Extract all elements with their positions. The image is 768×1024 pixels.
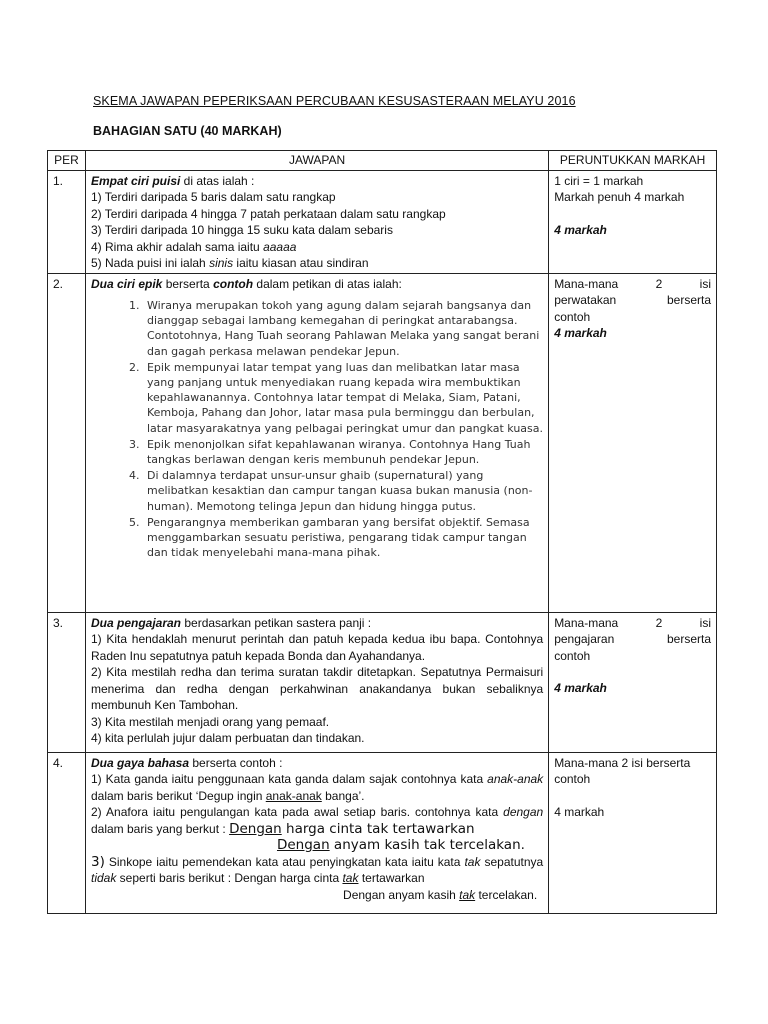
answer-item: 3) Sinkope iaitu pemendekan kata atau penyingkatan kata iaitu kata tak sepatutnya tidak seperti baris berikut : Dengan harga cinta tak tertawarkan xyxy=(90,853,544,885)
mark-total: 4 markah xyxy=(554,326,607,340)
question-number: 1. xyxy=(48,170,86,273)
list-item: 1. Wiranya merupakan tokoh yang agung dalam sejarah bangsanya dan dianggap sebagai lambang kemegahan di peringkat antarabangsa. Contotohnya, Hang Tuah seorang Pahlawan Melaka yang sangat berani dan gagah perkasa melawan pendekar Jepun. xyxy=(143,298,543,359)
answer-item: 1) Terdiri daripada 5 baris dalam satu rangkap xyxy=(90,190,336,204)
question-number: 3. xyxy=(48,612,86,752)
list-item: 2. Epik mempunyai latar tempat yang luas dan melibatkan latar masa yang panjang untuk menyediakan ruang kepada wira membuktikan kepahlawanannya. Contohnya latar tempat di Melaka, Siam, Patani, Kemboja, Pahang dan Johor, latar masa pula berminggu dan berbulan, latar masyarakatnya yang pelbagai peringkat umur dan pangkat kuasa. xyxy=(143,360,543,436)
answer-intro: Empat ciri puisi di atas ialah : xyxy=(90,173,255,188)
mark-total: 4 markah xyxy=(554,681,607,695)
answer-item: 1) Kita hendaklah menurut perintah dan patuh kepada kedua ibu bapa. Contohnya Raden Inu sepatutnya patuh kepada Bonda dan Ayahandanya. xyxy=(90,632,544,663)
question-number: 2. xyxy=(48,273,86,612)
answer-intro: Dua ciri epik berserta contoh dalam petikan di atas ialah: xyxy=(90,276,402,291)
table-header-row xyxy=(48,151,717,171)
answer-cell xyxy=(85,273,548,612)
mark-cell: 1 ciri = 1 markah Markah penuh 4 markah 4 markah xyxy=(549,170,717,273)
answer-intro: Dua pengajaran berdasarkan petikan sastera panji : xyxy=(90,615,372,630)
list-item: 3. Epik menonjolkan sifat kepahlawanan wiranya. Contohnya Hang Tuah tangkas berlawan dengan keris membunuh pendekar Jepun. xyxy=(143,437,543,467)
answer-item: 4) kita perlulah jujur dalam perbuatan dan tindakan. xyxy=(90,731,365,745)
answer-cell xyxy=(85,170,548,273)
answer-item: 1) Kata ganda iaitu penggunaan kata ganda dalam sajak contohnya kata anak-anak dalam baris berikut ‘Degup ingin anak-anak banga’. xyxy=(90,772,544,803)
answer-item-line: Dengan anyam kasih tak tercelakan. xyxy=(343,887,538,902)
list-item: 4. Di dalamnya terdapat unsur-unsur ghaib (supernatural) yang melibatkan kesaktian dan campur tangan kuasa bukan manusia (non-human). Memotong telinga Jepun dan hidung hingga putus. xyxy=(143,468,543,514)
epik-list xyxy=(91,298,543,560)
question-number: 4. xyxy=(48,752,86,913)
section-title: BAHAGIAN SATU (40 MARKAH) xyxy=(93,124,282,138)
table-row-q2 xyxy=(48,273,717,612)
table-row-q4 xyxy=(48,752,717,913)
answer-scheme-table xyxy=(47,150,717,914)
answer-item: 5) Nada puisi ini ialah sinis iaitu kiasan atau sindiran xyxy=(90,256,369,270)
document-title: SKEMA JAWAPAN PEPERIKSAAN PERCUBAAN KESUSASTERAAN MELAYU 2016 xyxy=(93,94,576,108)
answer-cell xyxy=(85,752,548,913)
table-row-q3 xyxy=(48,612,717,752)
answer-intro: Dua gaya bahasa berserta contoh : xyxy=(90,755,283,770)
answer-item-line: Dengan anyam kasih tak tercelakan. xyxy=(276,837,525,853)
answer-item: 2) Kita mestilah redha dan terima suratan takdir ditetapkan. Sepatutnya Permaisuri menerima dan redha dengan perkahwinan anakandanya bukan sebaliknya membunuh Ken Tambohan. xyxy=(90,665,544,712)
header-markah: PERUNTUKKAN MARKAH xyxy=(549,151,717,171)
answer-item: 2) Anafora iaitu pengulangan kata pada awal setiap baris. contohnya kata dengan dalam baris yang berkut : Dengan harga cinta tak tertawarkan xyxy=(90,805,544,837)
table-row-q1 xyxy=(48,170,717,273)
header-jawapan: JAWAPAN xyxy=(85,151,548,171)
header-per: PER xyxy=(48,151,86,171)
answer-item: 3) Terdiri daripada 10 hingga 15 suku kata dalam sebaris xyxy=(90,223,393,237)
answer-item: 4) Rima akhir adalah sama iaitu aaaaa xyxy=(90,239,297,254)
answer-item: 2) Terdiri daripada 4 hingga 7 patah perkataan dalam satu rangkap xyxy=(90,206,446,221)
mark-total: 4 markah xyxy=(554,222,607,237)
mark-cell: Mana-mana 2 isi berserta contoh 4 markah xyxy=(549,752,717,913)
mark-cell: Mana-mana 2 isi pengajaran berserta contoh 4 markah xyxy=(549,612,717,752)
mark-total: 4 markah xyxy=(554,804,605,819)
answer-cell xyxy=(85,612,548,752)
mark-cell: Mana-mana 2 isi perwatakan berserta contoh 4 markah xyxy=(549,273,717,612)
answer-item: 3) Kita mestilah menjadi orang yang pemaaf. xyxy=(90,714,330,729)
list-item: 5. Pengarangnya memberikan gambaran yang bersifat objektif. Semasa menggambarkan sesuatu peristiwa, pengarang tidak campur tangan dan tidak menyelebahi mana-mana pihak. xyxy=(143,515,543,561)
